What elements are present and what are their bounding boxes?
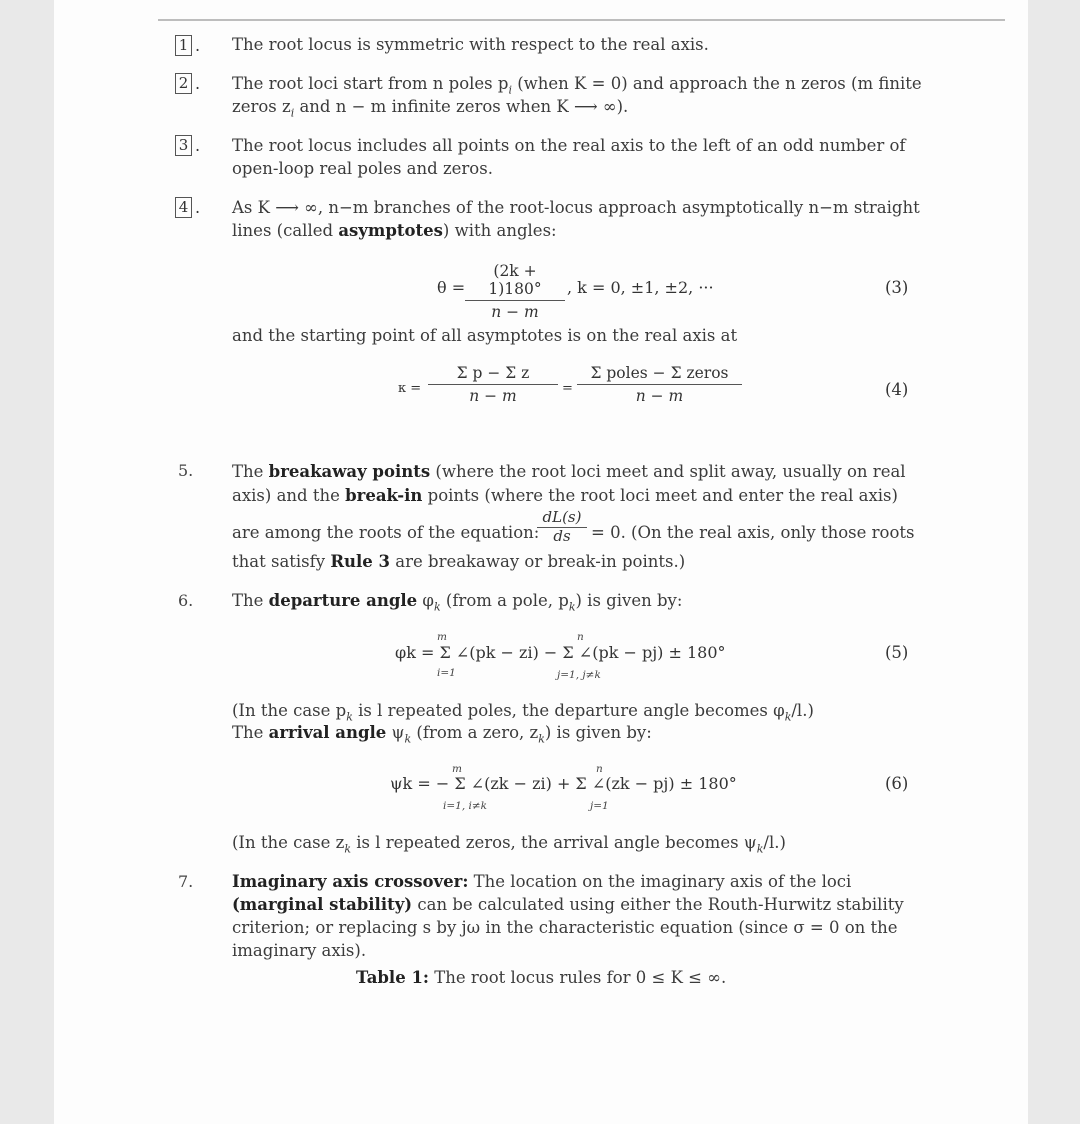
rule-3-line-2: open-loop real poles and zeros. (232, 159, 493, 178)
rule-1-text: The root locus is symmetric with respect to the real axis. (232, 35, 709, 54)
rule-3-line-1: The root locus includes all points on the real axis to the left of an odd number of (232, 136, 906, 155)
rule-1-number: 1 (175, 35, 192, 56)
eq5-sum2-lower: j=1, j≠k (557, 669, 601, 681)
eq6-sum2-upper: n (596, 763, 603, 775)
rule-7-line-1: Imaginary axis crossover: The location on the imaginary axis of the loci (232, 872, 852, 891)
rule-6-line-1: The departure angle $\varphi_k$ (from a pole, $p_k$) is given by: (232, 591, 683, 614)
eq5-sum1-lower: i=1 (437, 667, 456, 679)
eq5-sum2-upper: n (577, 631, 584, 643)
rule-2-dot: . (195, 74, 201, 93)
rule-2-line-2: zeros $z_i$ and n − m infinite zeros when K ⟶ ∞). (232, 97, 629, 120)
asymptote-intro: and the starting point of all asymptotes is on the real axis at (232, 326, 738, 345)
eq4-denominator-1: n − m (469, 387, 517, 405)
rule-5-line-2: axis) and the break-in points (where the root loci meet and enter the real axis) (232, 486, 898, 505)
eq4-fraction-1 (428, 364, 558, 405)
eq5-sum1-upper: m (437, 631, 447, 643)
rule-4-dot: . (195, 198, 201, 217)
eq4-equals: = (562, 381, 573, 396)
eq5-label: (5) (885, 643, 909, 662)
rule-7-line-3: criterion; or replacing s by jω in the characteristic equation (since σ = 0 on the (232, 918, 898, 937)
departure-note: (In the case $p_k$ is l repeated poles, the departure angle becomes $\varphi_k/l$.) (232, 701, 814, 724)
rule-7-number: 7. (178, 872, 194, 891)
eq4-fraction-2 (577, 364, 742, 405)
rule-5-line-3a: are among the roots of the equation: (232, 523, 540, 542)
rule-1-dot: . (195, 36, 201, 55)
rule-5-line-4: that satisfy Rule 3 are breakaway or break-in points.) (232, 552, 686, 571)
rule-7-line-2: (marginal stability) can be calculated using either the Routh-Hurwitz stability (232, 895, 904, 914)
rule-4-line-1: As K ⟶ ∞, n−m branches of the root-locus approach asymptotically n−m straight (232, 198, 920, 217)
arrival-note: (In the case $z_k$ is l repeated zeros, the arrival angle becomes $\psi_k/l$.) (232, 833, 786, 856)
rule-6-number: 6. (178, 591, 194, 610)
rule-3-dot: . (195, 136, 201, 155)
rule-7-line-4: imaginary axis). (232, 941, 367, 960)
eq4-numerator-2: Σ poles − Σ zeros (590, 364, 729, 382)
eq6-sum2-lower: j=1 (590, 800, 609, 812)
rule-4-line-2: lines (called asymptotes) with angles: (232, 221, 557, 240)
eq4-label: (4) (885, 380, 909, 399)
table-caption: Table 1: The root locus rules for 0 ≤ K ≤ ∞. (356, 968, 727, 987)
eq3-label: (3) (885, 278, 909, 297)
eq5-body: φk = Σ ∠(pk − zi) − Σ ∠(pk − pj) ± 180° (395, 643, 726, 662)
dl-denominator: ds (553, 527, 571, 545)
dl-ds-fraction (537, 508, 587, 543)
eq4-lhs: κ = (398, 381, 422, 396)
rule-2-number: 2 (175, 73, 192, 94)
arrival-intro: The arrival angle $\psi_k$ (from a zero, $z_k$) is given by: (232, 723, 652, 746)
eq4-denominator-2: n − m (635, 387, 684, 405)
eq6-sum1-upper: m (452, 763, 462, 775)
eq6-sum1-lower: i=1, i≠k (443, 800, 488, 812)
eq6-body: ψk = − Σ ∠(zk − zi) + Σ ∠(zk − pj) ± 180° (390, 774, 737, 793)
top-rule (158, 19, 1005, 21)
eq3-lhs: θ = (437, 278, 466, 297)
rule-4-number: 4 (175, 197, 192, 218)
eq4-numerator-1: Σ p − Σ z (456, 364, 530, 382)
eq3-denominator: n − m (491, 303, 539, 321)
rule-3-number: 3 (175, 135, 192, 156)
eq3-fraction (465, 262, 565, 321)
rule-5-number: 5. (178, 461, 194, 480)
rule-2-line-1: The root loci start from n poles $p_i$ (when K = 0) and approach the n zeros (m finite (232, 74, 922, 97)
rule-5-line-1: The breakaway points (where the root loci meet and split away, usually on real (232, 462, 906, 481)
eq6-label: (6) (885, 774, 909, 793)
dl-numerator: dL(s) (542, 508, 582, 526)
rule-5-line-3b: = 0. (On the real axis, only those roots (591, 523, 915, 542)
eq3-tail: , k = 0, ±1, ±2, ··· (567, 278, 714, 297)
eq3-numerator: (2k + 1)180° (488, 262, 542, 298)
